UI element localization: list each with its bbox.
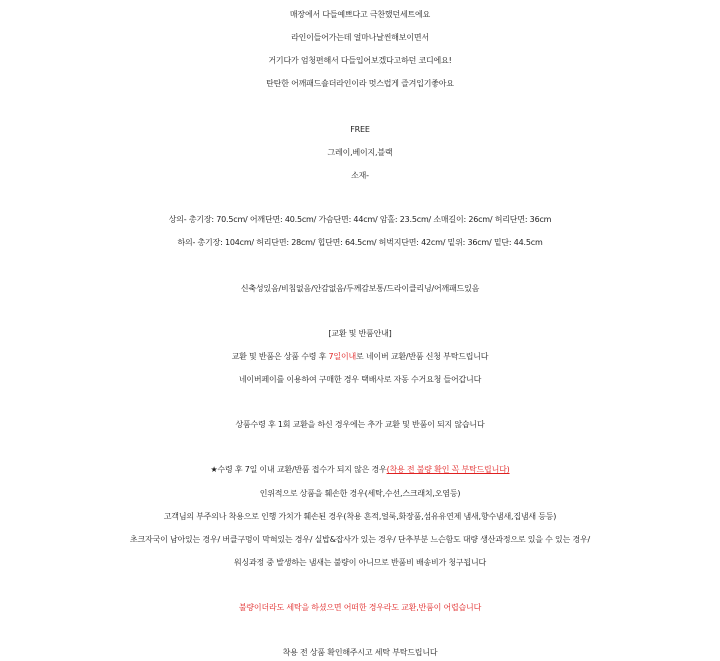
exchange-line-4-pre: ★수령 후 7일 이내 교환/반품 접수가 되지 않은 경우 bbox=[210, 465, 387, 474]
exchange-line-4 bbox=[0, 462, 720, 478]
exchange-period-highlight: 7일이내 bbox=[328, 352, 357, 361]
top-measurements: 상의- 총기장: 70.5cm/ 어깨단면: 40.5cm/ 가슴단면: 44cm/ 암홀: 23.5cm/ 소매길이: 26cm/ 허리단면: 36cm bbox=[168, 215, 552, 224]
closing-note: 착용 전 상품 확인해주시고 세탁 부탁드립니다 bbox=[282, 648, 438, 657]
exchange-line-2: 네이버페이를 이용하여 구매한 경우 택배사로 자동 수거요청 들어갑니다 bbox=[238, 375, 482, 384]
exchange-line-6: 고객님의 부주의나 착용으로 인행 가치가 훼손된 경우(착용 흔적,얼룩,화장품,섬유유연제 냄새,향수냄새,집냄새 등등) bbox=[163, 512, 557, 521]
defect-check-notice: (착용 전 불량 확인 꼭 부탁드립니다) bbox=[386, 465, 510, 474]
bottom-measurements: 하의- 총기장: 104cm/ 허리단면: 28cm/ 힙단면: 64.5cm/ 허벅지단면: 42cm/ 밑위: 36cm/ 밑단: 44.5cm bbox=[177, 238, 543, 247]
exchange-line-1-post: 로 네이버 교환/반품 신청 부탁드립니다 bbox=[356, 352, 489, 361]
exchange-heading: [교환 및 반품안내] bbox=[328, 329, 392, 338]
intro-line-3: 거기다가 엄청편해서 다들입어보겠다고하던 코디에요! bbox=[268, 56, 452, 65]
exchange-line-7: 초크자국이 남아있는 경우/ 버클구멍이 막혀있는 경우/ 실밥&잡사가 있는 경우/ 단추부분 느슨함도 대량 생산과정으로 있을 수 있는 경우/ bbox=[129, 535, 590, 544]
intro-line-4: 탄탄한 어깨패드숄더라인이라 멋스럽게 즐겨입기좋아요 bbox=[266, 79, 454, 88]
intro-line-1: 매장에서 다들예쁘다고 극찬했던세트에요 bbox=[289, 10, 431, 19]
color-options: 그레이,베이지,블랙 bbox=[327, 148, 393, 157]
size-label: FREE bbox=[350, 125, 370, 134]
exchange-line-3: 상품수령 후 1회 교환을 하신 경우에는 추가 교환 및 반품이 되지 않습니다 bbox=[235, 420, 485, 429]
exchange-line-5: 인위적으로 상품을 훼손한 경우(세탁,수선,스크래치,오염등) bbox=[259, 489, 461, 498]
fabric-features: 신축성있음/비침없음/안감없음/두께감보통/드라이클리닝/어깨패드있음 bbox=[240, 284, 480, 293]
exchange-line-8: 워싱과정 중 발생하는 냄새는 불량이 아니므로 반품비 배송비가 청구됩니다 bbox=[233, 558, 487, 567]
intro-line-2: 라인이들어가는데 얼마나날씬해보이면서 bbox=[291, 33, 429, 42]
washing-warning: 불량이더라도 세탁을 하셨으면 어떠한 경우라도 교환,반품이 어렵습니다 bbox=[238, 603, 482, 612]
material-label: 소재- bbox=[351, 171, 369, 180]
exchange-line-1 bbox=[0, 349, 720, 365]
exchange-line-1-pre: 교환 및 반품은 상품 수령 후 bbox=[231, 352, 329, 361]
